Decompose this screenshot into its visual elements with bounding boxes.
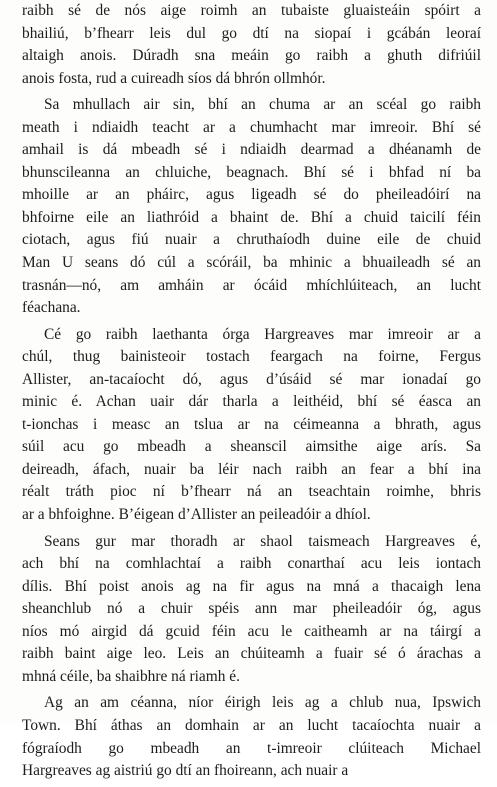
text-line: sheanchlub nó a chuir spéis ann mar pheileadóir óg, agus [22, 600, 481, 618]
text-line: Ag an am céanna, níor éirigh leis ag a chlub nua, Ipswich [44, 694, 481, 712]
text-line: Town. Bhí áthas an domhain ar an lucht tacaíochta nuair a [22, 716, 481, 734]
text-line: Man U seans dó cúl a scóráil, ba mhinic a bhuaileadh sé an [22, 254, 481, 272]
paragraph [22, 324, 481, 527]
text-line: Sa mhullach air sin, bhí an chuma ar an scéal go raibh [44, 96, 481, 114]
text-line: ciotach, agus fiú nuair a chruthaíodh duine eile de chuid [22, 231, 481, 249]
text-line: fógraíodh go mbeadh an t-imreoir clúiteach Michael [22, 739, 481, 757]
text-line: Hargreaves ag aistriú go dtí an fhoireann, ach nuair a [22, 762, 349, 780]
text-line: féachana. [22, 299, 81, 317]
text-line: mhoille ar an pháirc, agus ligeadh sé do pheileadóirí na [22, 186, 481, 204]
body-text [22, 0, 481, 787]
paragraph [22, 0, 481, 90]
paragraph [22, 692, 481, 782]
text-line: ach bhí na comhlachtaí a raibh conarthaí acu leis iontach [22, 555, 481, 573]
text-line: súil acu go mbeadh a sheanscil aimsithe aige arís. Sa [22, 438, 481, 456]
text-line: bhfoirne eile an liathróid a bhaint de. Bhí a chuid taicilí féin [22, 208, 481, 226]
text-line: amhail is dá mbeadh sé i ndiaidh dearmad a dhéanamh de [22, 141, 481, 159]
text-line: mhná céile, ba shaibhre ná riamh é. [22, 667, 240, 685]
text-line: dílis. Bhí poist anois ag na fir agus na mná a thacaigh lena [22, 577, 481, 595]
text-line: Seans gur mar thoradh ar shaol taismeach Hargreaves é, [44, 532, 481, 550]
text-line: Allister, an-tacaíocht dó, agus d’úsáid sé mar ionadaí go [22, 370, 481, 388]
text-line: altaigh anois. Dúradh sna meáin go raibh a ghuth difriúil [22, 47, 481, 65]
text-line: anois fosta, rud a cuireadh síos dá bhrón ollmhór. [22, 69, 326, 87]
text-line: bhailiú, b’fhearr leis dul go dtí na siopaí i gcábán leoraí [22, 24, 481, 42]
text-line: chúl, thug bainisteoir tostach feargach na foirne, Fergus [22, 348, 481, 366]
text-line: deireadh, áfach, nuair ba léir nach raibh an fear a bhí ina [22, 460, 481, 478]
text-line: minic é. Achan uair dár tharla a leithéid, bhí sé éasca an [22, 393, 481, 411]
paragraph [22, 94, 481, 319]
text-line: raibh sé de nós aige roimh an tubaiste gluaisteáin spóirt a [22, 2, 481, 19]
text-line: bhunscileanna an chluiche, beagnach. Bhí sé i bhfad ní ba [22, 163, 481, 181]
text-line: meath i ndiaidh teacht ar a chumhacht mar imreoir. Bhí sé [22, 118, 481, 136]
text-line: níos mó airgid dá gcuid féin acu le caitheamh ar na táirgí a [22, 622, 481, 640]
text-line: trasnán—nó, am amháin ar ócáid mhíchlúiteach, an lucht [22, 276, 481, 294]
paragraph [22, 531, 481, 689]
text-line: ar a bhfoighne. B’éigean d’Allister an peileadóir a dhíol. [22, 506, 371, 524]
text-line: raibh baint aige leo. Leis an chúiteamh a fuair sé ó árachas a [22, 645, 481, 663]
text-line: Cé go raibh laethanta órga Hargreaves mar imreoir ar a [44, 325, 481, 343]
text-line: réalt tráth pioc ní b’fhearr ná an tseachtain roimhe, bhris [22, 483, 481, 501]
text-line: t-ionchas i measc an tslua ar na céimeanna a bhrath, agus [22, 415, 481, 433]
